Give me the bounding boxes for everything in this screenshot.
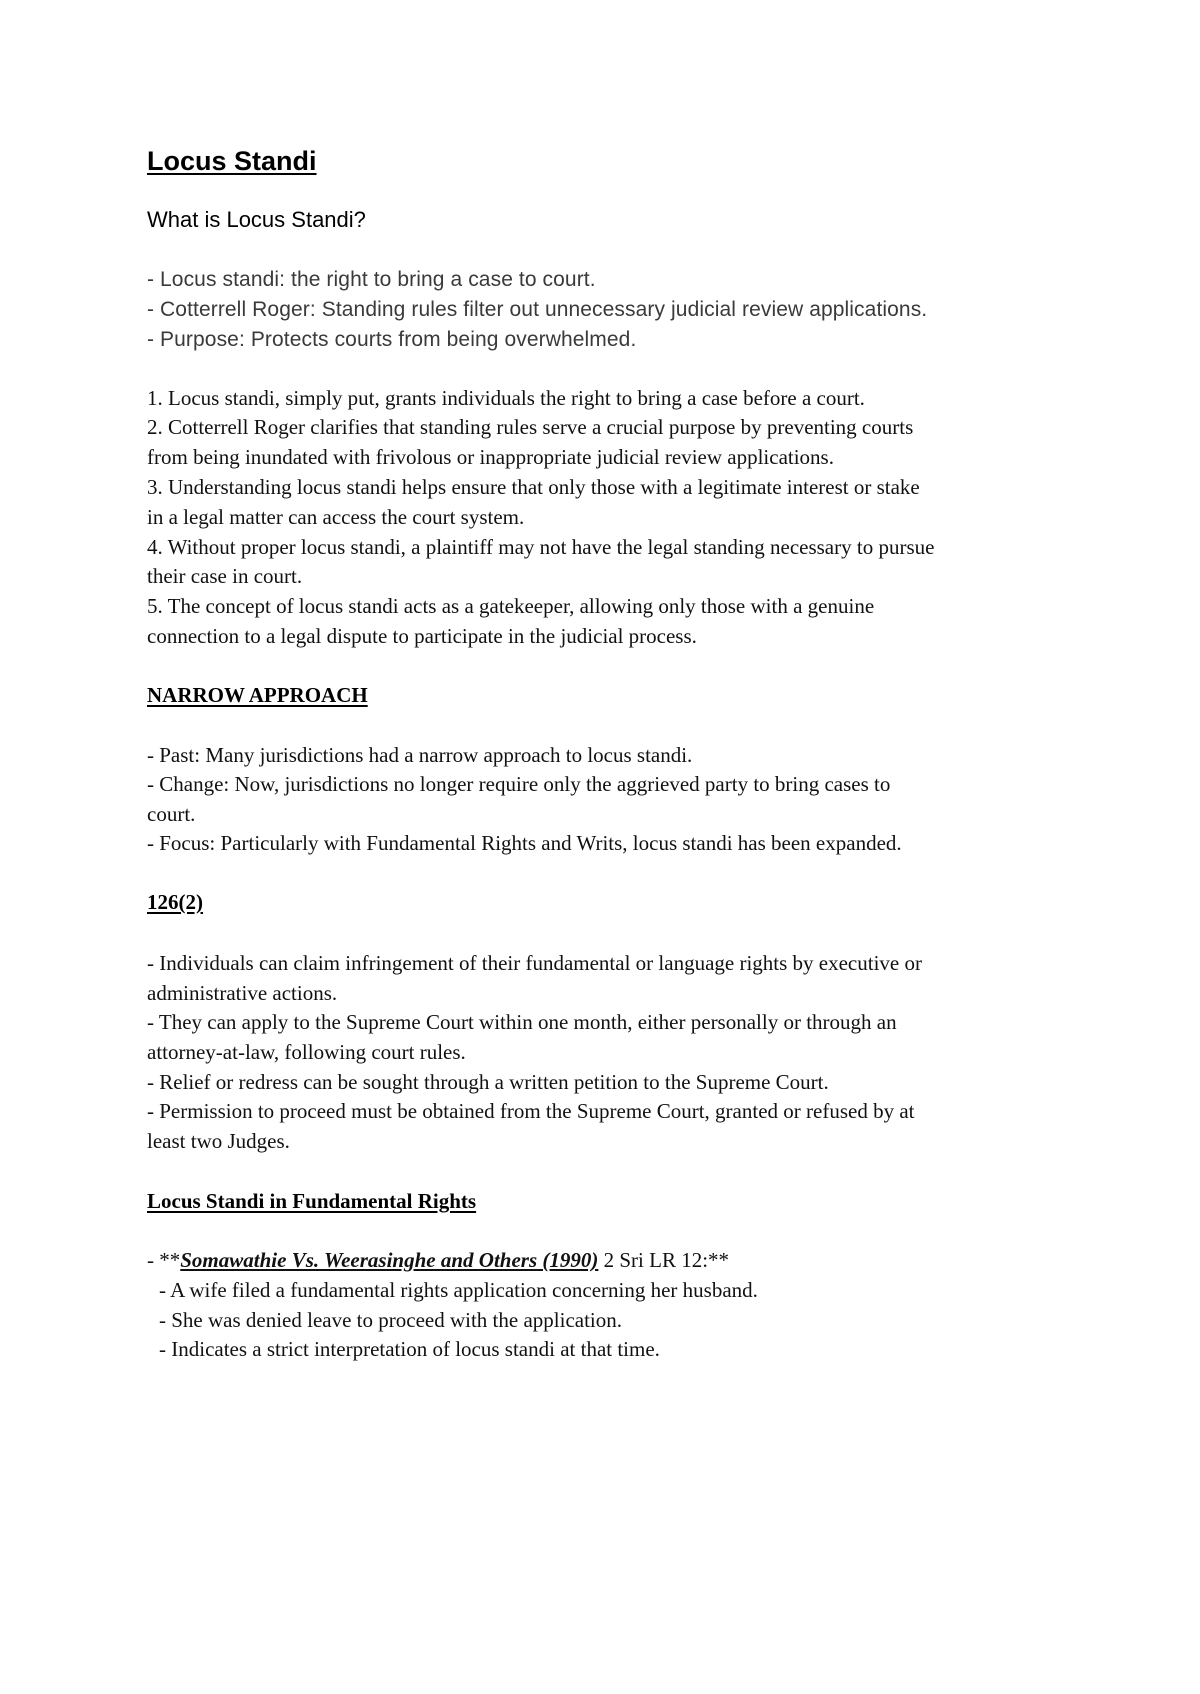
narrow-line: - Past: Many jurisdictions had a narrow approach to locus standi. bbox=[147, 743, 693, 767]
summary-line: - Locus standi: the right to bring a case to court. bbox=[147, 268, 596, 291]
article-line: attorney-at-law, following court rules. bbox=[147, 1040, 466, 1064]
case-suffix: 2 Sri LR 12:** bbox=[598, 1248, 730, 1272]
article-line: administrative actions. bbox=[147, 981, 338, 1005]
case-detail-line: - A wife filed a fundamental rights application concerning her husband. bbox=[159, 1278, 758, 1302]
case-detail-line: - She was denied leave to proceed with the application. bbox=[159, 1308, 623, 1332]
numbered-line: 5. The concept of locus standi acts as a gatekeeper, allowing only those with a genuine bbox=[147, 594, 875, 618]
numbered-line: their case in court. bbox=[147, 564, 303, 588]
section-subtitle: What is Locus Standi? bbox=[147, 207, 366, 232]
article-line: - Permission to proceed must be obtained from the Supreme Court, granted or refused by at bbox=[147, 1099, 915, 1123]
numbered-line: 4. Without proper locus standi, a plaintiff may not have the legal standing necessary to pursue bbox=[147, 535, 935, 559]
case-citation bbox=[147, 1248, 729, 1273]
case-prefix: - ** bbox=[147, 1248, 181, 1272]
numbered-line: 2. Cotterrell Roger clarifies that standing rules serve a crucial purpose by preventing courts bbox=[147, 415, 914, 439]
article-126-heading: 126(2) bbox=[147, 890, 203, 914]
article-line: least two Judges. bbox=[147, 1129, 290, 1153]
fundamental-rights-heading: Locus Standi in Fundamental Rights bbox=[147, 1189, 477, 1213]
case-name: Somawathie Vs. Weerasinghe and Others (1990) bbox=[180, 1248, 599, 1272]
page-title: Locus Standi bbox=[147, 146, 317, 176]
article-line: - They can apply to the Supreme Court within one month, either personally or through an bbox=[147, 1010, 897, 1034]
case-detail-line: - Indicates a strict interpretation of locus standi at that time. bbox=[159, 1337, 660, 1361]
article-line: - Individuals can claim infringement of their fundamental or language rights by executive or bbox=[147, 951, 922, 975]
numbered-line: from being inundated with frivolous or inappropriate judicial review applications. bbox=[147, 445, 834, 469]
numbered-line: 3. Understanding locus standi helps ensure that only those with a legitimate interest or stake bbox=[147, 475, 920, 499]
narrow-line: court. bbox=[147, 802, 196, 826]
narrow-approach-heading: NARROW APPROACH bbox=[147, 683, 368, 707]
numbered-line: 1. Locus standi, simply put, grants individuals the right to bring a case before a court. bbox=[147, 386, 865, 410]
article-line: - Relief or redress can be sought through a written petition to the Supreme Court. bbox=[147, 1070, 829, 1094]
summary-line: - Purpose: Protects courts from being overwhelmed. bbox=[147, 328, 637, 351]
narrow-line: - Focus: Particularly with Fundamental Rights and Writs, locus standi has been expanded. bbox=[147, 831, 902, 855]
numbered-line: connection to a legal dispute to participate in the judicial process. bbox=[147, 624, 697, 648]
numbered-line: in a legal matter can access the court system. bbox=[147, 505, 525, 529]
summary-line: - Cotterrell Roger: Standing rules filter out unnecessary judicial review applications. bbox=[147, 298, 928, 321]
narrow-line: - Change: Now, jurisdictions no longer require only the aggrieved party to bring cases to bbox=[147, 772, 891, 796]
